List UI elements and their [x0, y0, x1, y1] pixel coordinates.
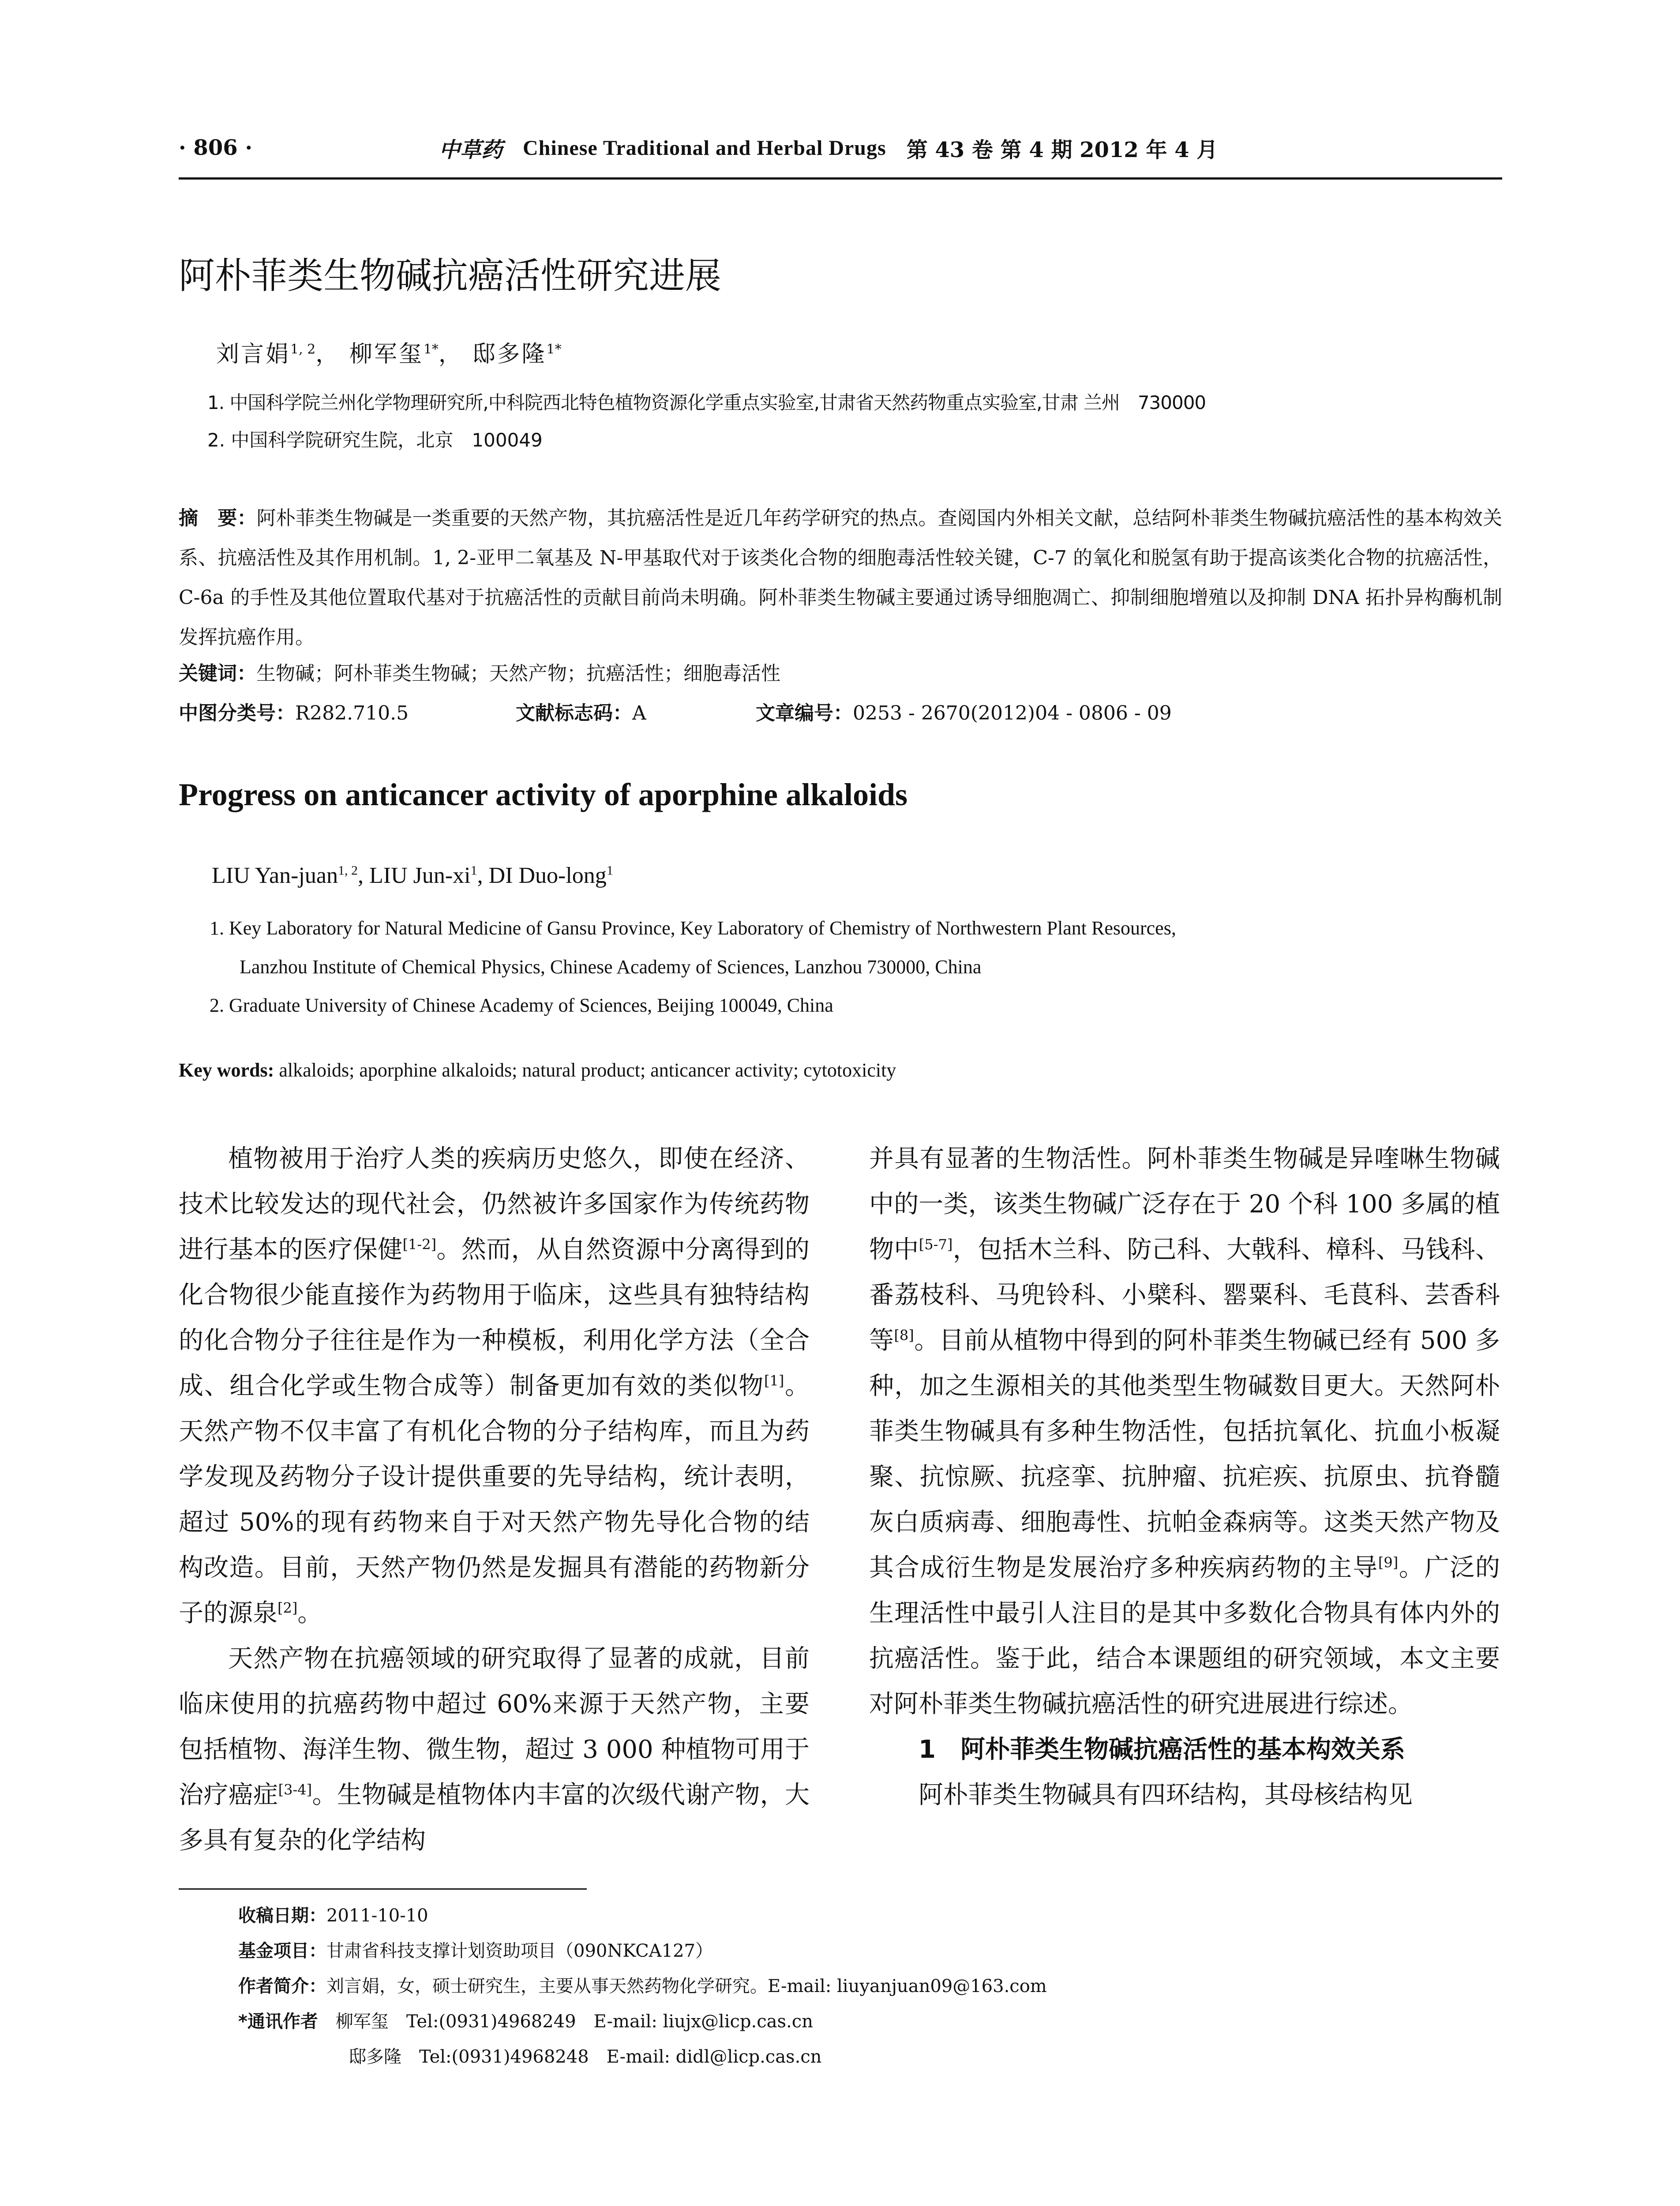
author-separator: , [357, 863, 369, 888]
author-name: 刘言娟 [216, 341, 291, 368]
keywords-en [179, 1059, 896, 1081]
abstract-text: 阿朴菲类生物碱是一类重要的天然产物，其抗癌活性是近几年药学研究的热点。查阅国内外相关文献，总结阿朴菲类生物碱抗癌活性的基本构效关系、抗癌活性及其作用机制。1, 2-亚甲二氧基及 N-甲基取代对于该类化合物的细胞毒活性较关键，C-7 的氧化和脱氢有助于提高该类化合物的抗癌活性，C-6a 的手性及其他位置取代基对于抗癌活性的贡献目前尚未明确。阿朴菲类生物碱主要通过诱导细胞凋亡、抑制细胞增殖以及抑制 DNA 拓扑异构酶机制发挥抗癌作用。 [179, 507, 1503, 649]
body-paragraph [179, 1136, 810, 1636]
keywords-en-label: Key words: [179, 1059, 274, 1081]
citation-ref[interactable]: [8] [894, 1327, 914, 1344]
author-name: 邸多隆 [472, 341, 547, 368]
footnote-fund [238, 1937, 713, 1962]
footnote-corresponding-1 [238, 2007, 813, 2033]
affiliation-cn-1: 1. 中国科学院兰州化学物理研究所,中科院西北特色植物资源化学重点实验室,甘肃省天然药物重点实验室,甘肃 兰州 730000 [207, 392, 1206, 413]
citation-ref[interactable]: [5-7] [919, 1236, 953, 1253]
author-affil-mark: 1* [546, 341, 562, 357]
citation-ref[interactable]: [9] [1378, 1554, 1399, 1571]
footnote-value: 2011-10-10 [326, 1906, 428, 1926]
author-name: LIU Yan-juan [212, 863, 338, 888]
author-affil-mark: 1, 2 [290, 341, 316, 357]
clc-label: 中图分类号： [179, 702, 295, 724]
authors-en [212, 863, 613, 889]
footnote-author [238, 1972, 1047, 1997]
issue-info: 第 43 卷 第 4 期 2012 年 4 月 [906, 137, 1218, 162]
journal-name-en: Chinese Traditional and Herbal Drugs [523, 136, 886, 160]
affiliation-en-1-line1: 1. Key Laboratory for Natural Medicine of Gansu Province, Key Laboratory of Chemistry of Northwestern Plant Resources, [210, 917, 1176, 939]
body-column-left [179, 1136, 810, 1863]
keywords-label: 关键词： [179, 662, 256, 685]
affiliation-en-1-line2: Lanzhou Institute of Chemical Physics, Chinese Academy of Sciences, Lanzhou 730000, China [240, 956, 982, 978]
running-header [179, 135, 1502, 161]
header-rule [179, 177, 1502, 180]
text-run: 。生物碱是植物体内丰富的次级代谢产物，大多具有复杂的化学结构 [179, 1781, 810, 1855]
citation-ref[interactable]: [3-4] [278, 1781, 312, 1798]
footnote-label: *通讯作者 [238, 2011, 318, 2032]
text-run: 并具有显著的生物活性。阿朴菲类生物碱是异喹啉生物碱中的一类，该类生物碱广泛存在于 20 个科 100 多属的植物中 [869, 1144, 1500, 1264]
clc-value: R282.710.5 [295, 702, 409, 724]
corr-email[interactable]: E-mail: liujx@licp.cas.cn [593, 2011, 813, 2032]
journal-info [439, 133, 1218, 163]
doc-code-value: A [632, 702, 646, 724]
author-name: DI Duo-long [488, 863, 607, 888]
footnote-rule [179, 1888, 587, 1890]
author-separator: , [477, 863, 489, 888]
body-paragraph: 阿朴菲类生物碱具有四环结构，其母核结构见 [919, 1781, 1413, 1809]
author-separator: ， [315, 341, 341, 368]
journal-name-cn: 中草药 [439, 137, 503, 162]
affiliation-en-1 [210, 909, 1502, 987]
abstract-cn [179, 499, 1502, 657]
corr-email[interactable]: E-mail: didl@licp.cas.cn [606, 2047, 822, 2067]
footnote-label: 收稿日期： [238, 1906, 326, 1926]
citation-ref[interactable]: [1] [764, 1372, 784, 1389]
footnote-value: 甘肃省科技支撑计划资助项目（090NKCA127） [326, 1941, 713, 1961]
text-run: 。广泛的生理活性中最引人注目的是其中多数化合物具有体内外的抗癌活性。鉴于此，结合本课题组的研究领域，本文主要对阿朴菲类生物碱抗癌活性的研究进展进行综述。 [869, 1553, 1500, 1718]
page-number: · 806 · [179, 135, 253, 160]
text-run: ，包括木兰科、防己科、大戟科、樟科、马钱科、番荔枝科、马兜铃科、小檗科、罂粟科、毛茛科、芸香科等 [869, 1235, 1500, 1355]
classification-line [179, 697, 1502, 725]
keywords-en-text: alkaloids; aporphine alkaloids; natural product; anticancer activity; cytotoxicity [279, 1059, 896, 1081]
author-affil-mark: 1 [606, 863, 613, 878]
footnote-received [238, 1902, 428, 1927]
footnote-label: 基金项目： [238, 1941, 326, 1961]
footnote-value: 刘言娟，女，硕士研究生，主要从事天然药物化学研究。E-mail: liuyanjuan09@163.com [326, 1976, 1047, 1996]
body-column-right [869, 1136, 1500, 1818]
authors-cn [216, 335, 562, 368]
article-number-value: 0253 - 2670(2012)04 - 0806 - 09 [853, 702, 1172, 724]
affiliation-cn-2: 2. 中国科学院研究生院，北京 100049 [207, 429, 543, 451]
body-paragraph [869, 1136, 1500, 1727]
author-affil-mark: 1 [470, 863, 477, 878]
keywords-text: 生物碱；阿朴菲类生物碱；天然产物；抗癌活性；细胞毒活性 [256, 662, 780, 685]
corr-tel: Tel:(0931)4968249 [406, 2011, 576, 2032]
footnote-corresponding-2 [349, 2043, 821, 2068]
author-name: LIU Jun-xi [369, 863, 471, 888]
author-separator: ， [438, 341, 463, 368]
abstract-label: 摘 要： [179, 507, 257, 529]
corr-tel: Tel:(0931)4968248 [419, 2047, 589, 2067]
text-run: 。天然产物不仅丰富了有机化合物的分子结构库，而且为药学发现及药物分子设计提供重要的先导结构，统计表明，超过 50%的现有药物来自于对天然产物先导化合物的结构改造。目前，天然产物仍然是发掘具有潜能的药物新分子的源泉 [179, 1372, 810, 1628]
text-run: 。 [297, 1599, 322, 1628]
text-run: 天然产物在抗癌领域的研究取得了显著的成就，目前临床使用的抗癌药物中超过 60%来源于天然产物，主要包括植物、海洋生物、微生物，超过 3 000 种植物可用于治疗癌症 [179, 1644, 810, 1809]
author-affil-mark: 1* [423, 341, 439, 357]
citation-ref[interactable]: [1-2] [402, 1236, 437, 1253]
text-run: 植物被用于治疗人类的疾病历史悠久，即使在经济、技术比较发达的现代社会，仍然被许多国家作为传统药物进行基本的医疗保健 [179, 1144, 810, 1264]
footnote-label: 作者简介： [238, 1976, 326, 1996]
keywords-cn [179, 657, 1502, 686]
corr-name: 邸多隆 [349, 2047, 401, 2067]
author-name: 柳军玺 [349, 341, 424, 368]
article-title-cn: 阿朴菲类生物碱抗癌活性研究进展 [179, 255, 722, 297]
article-title-en: Progress on anticancer activity of aporphine alkaloids [179, 777, 908, 812]
doc-code-label: 文献标志码： [516, 702, 632, 724]
article-number-label: 文章编号： [756, 702, 853, 724]
author-affil-mark: 1, 2 [338, 863, 358, 878]
text-run: 。然而，从自然资源中分离得到的化合物很少能直接作为药物用于临床，这些具有独特结构的化合物分子往往是作为一种模板，利用化学方法（全合成、组合化学或生物合成等）制备更加有效的类似物 [179, 1235, 810, 1400]
corr-name: 柳军玺 [335, 2011, 389, 2032]
affiliation-en-2: 2. Graduate University of Chinese Academy of Sciences, Beijing 100049, China [210, 994, 833, 1016]
body-paragraph [179, 1636, 810, 1863]
citation-ref[interactable]: [2] [278, 1599, 298, 1617]
text-run: 。目前从植物中得到的阿朴菲类生物碱已经有 500 多种，加之生源相关的其他类型生物碱数目更大。天然阿朴菲类生物碱具有多种生物活性，包括抗氧化、抗血小板凝聚、抗惊厥、抗痉挛、抗肿瘤、抗疟疾、抗原虫、抗脊髓灰白质病毒、细胞毒性、抗帕金森病等。这类天然产物及其合成衍生物是发展治疗多种疾病药物的主导 [869, 1326, 1500, 1582]
section-heading: 1 阿朴菲类生物碱抗癌活性的基本构效关系 [919, 1735, 1405, 1764]
